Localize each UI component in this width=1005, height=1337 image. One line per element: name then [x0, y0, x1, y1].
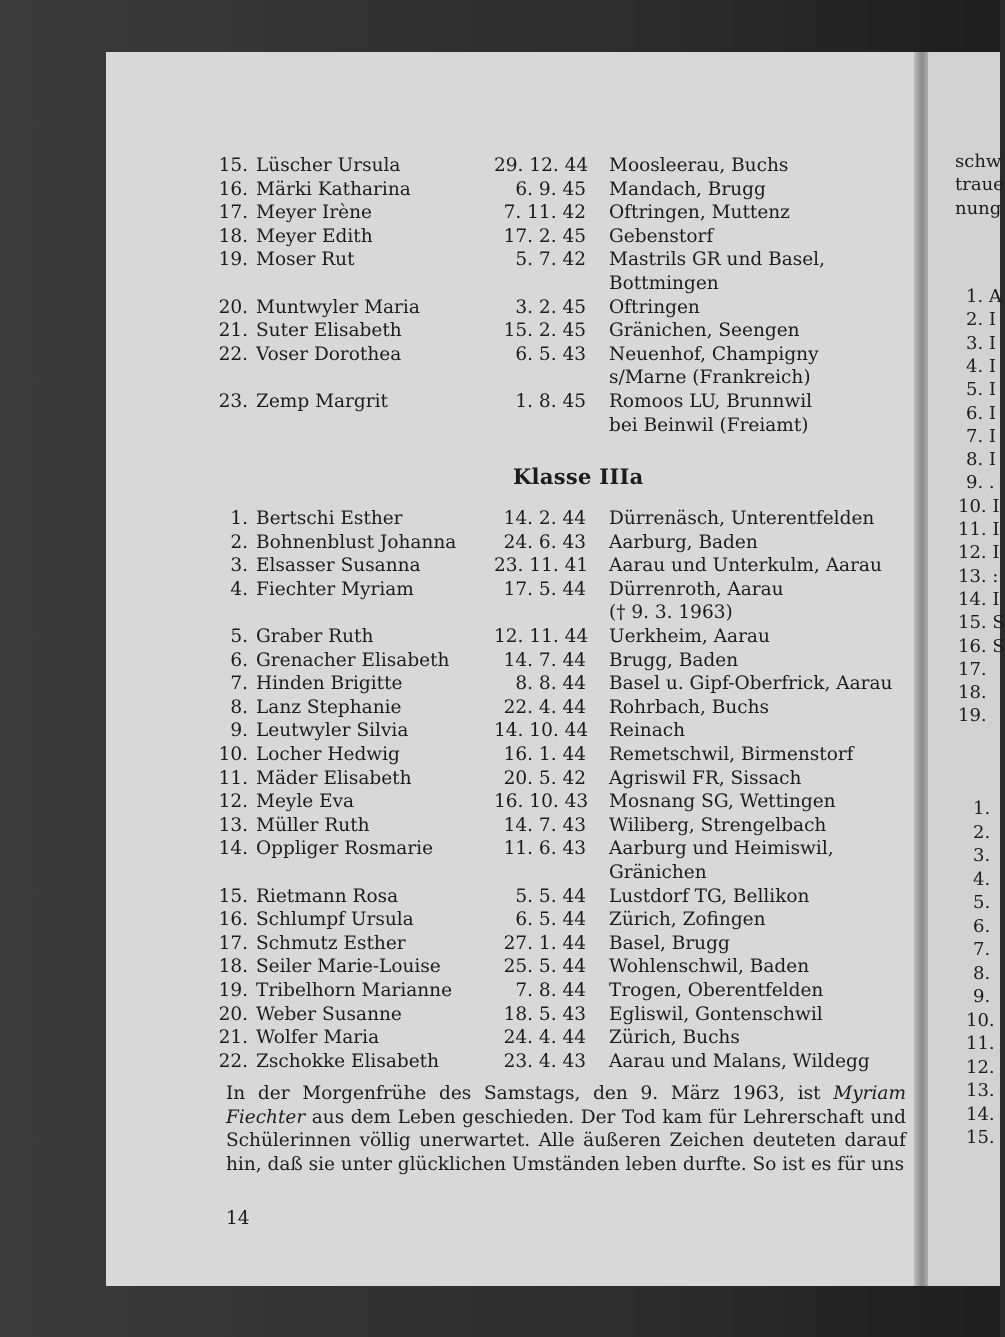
class-heading: Klasse IIIa: [513, 464, 644, 489]
place-of-origin: Dürrenroth, Aarau: [609, 578, 784, 600]
birth-date: 29. 12. 44: [494, 155, 589, 176]
table-row: [216, 719, 896, 743]
place-of-origin: Moosleerau, Buchs: [609, 155, 789, 176]
row-number: 7.: [230, 673, 248, 695]
row-number: 14.: [218, 838, 248, 860]
birth-date: 17. 5. 44: [503, 578, 586, 600]
row-number: 13.: [218, 814, 248, 836]
right-page-list-item: 7.: [973, 939, 991, 960]
right-page-list-item: 1. A: [966, 286, 1002, 307]
right-page-word: traue: [955, 174, 1004, 196]
place-of-origin: Oftringen, Muttenz: [609, 202, 790, 224]
row-number: 21.: [218, 1027, 248, 1049]
place-of-origin: Basel, Brugg: [609, 932, 730, 954]
place-of-origin: Aarburg, Baden: [609, 531, 758, 553]
place-of-origin: s/Marne (Frankreich): [609, 367, 811, 389]
place-of-origin: Romoos LU, Brunnwil: [609, 391, 813, 412]
table-row: [216, 814, 896, 838]
student-name: Elsasser Susanna: [256, 555, 421, 577]
birth-date: 16. 10. 43: [494, 791, 589, 813]
row-number: 17.: [218, 202, 248, 224]
row-number: 22.: [218, 1050, 248, 1072]
right-page-list-item: 2. I: [966, 309, 997, 331]
place-of-origin: Oftringen: [609, 296, 700, 318]
student-name: Oppliger Rosmarie: [256, 838, 434, 860]
table-row: [216, 790, 896, 814]
row-number: 22.: [218, 343, 248, 365]
birth-date: 23. 11. 41: [494, 555, 589, 577]
birth-date: 16. 1. 44: [503, 744, 586, 765]
place-of-origin: Brugg, Baden: [609, 649, 739, 671]
table-row: [216, 672, 896, 696]
student-name: Tribelhorn Marianne: [256, 980, 453, 1001]
place-of-origin: Wohlenschwil, Baden: [609, 956, 810, 978]
table-row: [216, 1050, 896, 1074]
table-row: [216, 390, 896, 437]
student-name: Voser Dorothea: [256, 343, 402, 365]
place-of-origin: Reinach: [609, 720, 686, 742]
birth-date: 14. 2. 44: [503, 508, 586, 529]
birth-date: 6. 9. 45: [515, 178, 586, 200]
student-name: Grenacher Elisabeth: [256, 649, 450, 671]
place-of-origin: Gränichen: [609, 861, 707, 883]
place-of-origin: Mastrils GR und Basel,: [609, 249, 825, 271]
table-row: [216, 343, 896, 390]
right-page-list-item: 11.: [966, 1033, 995, 1054]
table-row: [216, 248, 896, 295]
table-row: [216, 554, 896, 578]
birth-date: 12. 11. 44: [494, 626, 589, 647]
row-number: 20.: [218, 1003, 248, 1025]
place-of-origin: Lustdorf TG, Bellikon: [609, 885, 810, 907]
place-of-origin: Remetschwil, Birmenstorf: [609, 744, 854, 765]
right-page-list-item: 6.: [973, 915, 991, 937]
birth-date: 7. 11. 42: [503, 202, 586, 224]
right-page-list-item: 11. I: [958, 519, 1000, 540]
right-page-list-item: 5.: [973, 892, 991, 913]
table-row: [216, 201, 896, 225]
row-number: 23.: [218, 391, 248, 412]
right-page-list-item: 17.: [958, 658, 987, 680]
right-page-list-item: 4.: [973, 868, 991, 890]
place-of-origin: Wiliberg, Strengelbach: [609, 814, 827, 836]
right-page-list-item: 19.: [958, 705, 987, 727]
student-name: Zemp Margrit: [256, 391, 388, 412]
place-of-origin: Neuenhof, Champigny: [609, 343, 819, 365]
student-name: Müller Ruth: [256, 814, 370, 836]
birth-date: 25. 5. 44: [503, 956, 586, 978]
birth-date: 14. 10. 44: [494, 720, 589, 742]
row-number: 12.: [218, 791, 248, 813]
right-page-list-item: 5. I: [966, 379, 997, 401]
student-name: Schlumpf Ursula: [256, 909, 414, 931]
right-page-list-item: 15. S: [958, 612, 1005, 634]
table-row: [216, 908, 896, 932]
right-page-list-item: 10. I: [958, 495, 1000, 517]
birth-date: 6. 5. 43: [515, 343, 586, 365]
place-of-origin: Egliswil, Gontenschwil: [609, 1003, 823, 1025]
table-row: [216, 979, 896, 1003]
birth-date: 6. 5. 44: [515, 909, 586, 931]
student-name: Graber Ruth: [256, 626, 374, 647]
row-number: 5.: [230, 626, 248, 647]
birth-date: 11. 6. 43: [503, 838, 586, 860]
student-name: Bohnenblust Johanna: [256, 531, 457, 553]
table-row: [216, 649, 896, 673]
student-name: Weber Susanne: [256, 1003, 402, 1025]
right-page-word: schw: [955, 151, 1002, 172]
birth-date: 5. 7. 42: [515, 249, 586, 271]
table-row: [216, 319, 896, 343]
right-page-list-item: 14. I: [958, 588, 1000, 610]
student-name: Meyer Edith: [256, 225, 373, 247]
place-of-origin: Gränichen, Seengen: [609, 320, 800, 342]
row-number: 16.: [218, 909, 248, 931]
place-of-origin: Gebenstorf: [609, 225, 714, 247]
student-name: Hinden Brigitte: [256, 673, 403, 695]
row-number: 16.: [218, 178, 248, 200]
student-name: Seiler Marie-Louise: [256, 956, 441, 978]
right-page-list-item: 9. .: [966, 472, 995, 494]
right-page-list-item: 12. I: [958, 542, 1000, 564]
place-of-origin: Aarburg und Heimiswil,: [609, 838, 834, 860]
right-page-list-item: 8.: [973, 962, 991, 984]
right-page-list-item: 13.: [966, 1080, 995, 1101]
table-row: [216, 955, 896, 979]
birth-date: 7. 8. 44: [515, 980, 586, 1001]
table-row: [216, 507, 896, 531]
place-of-origin: Uerkheim, Aarau: [609, 626, 770, 647]
student-name: Lüscher Ursula: [256, 155, 401, 176]
row-number: 18.: [218, 956, 248, 978]
row-number: 8.: [230, 696, 248, 718]
row-number: 11.: [218, 767, 248, 789]
right-page-list-item: 14.: [966, 1103, 995, 1125]
birth-date: 22. 4. 44: [503, 696, 586, 718]
birth-date: 15. 2. 45: [503, 320, 586, 342]
place-of-origin: Zürich, Buchs: [609, 1027, 740, 1049]
student-name: Schmutz Esther: [256, 932, 406, 954]
student-name: Märki Katharina: [256, 178, 411, 200]
birth-date: 3. 2. 45: [515, 296, 586, 318]
table-row: [216, 837, 896, 884]
table-row: [216, 531, 896, 555]
right-page-list-item: 8. I: [966, 449, 997, 471]
birth-date: 24. 4. 44: [503, 1027, 586, 1049]
place-of-origin: Mandach, Brugg: [609, 178, 766, 200]
birth-date: 18. 5. 43: [503, 1003, 586, 1025]
memorial-paragraph: [226, 1082, 906, 1176]
right-page-list-item: 3.: [973, 845, 991, 866]
birth-date: 23. 4. 43: [503, 1050, 586, 1072]
paragraph-text-start: In der Morgenfrühe des Samstags, den 9. März 1963, ist: [226, 1083, 834, 1104]
place-of-origin: Rohrbach, Buchs: [609, 696, 770, 718]
birth-date: 24. 6. 43: [503, 531, 586, 553]
right-page-list-item: 9.: [973, 986, 991, 1007]
place-of-origin: Bottmingen: [609, 272, 719, 294]
paragraph-text-end: aus dem Leben geschieden. Der Tod kam für Lehrerschaft und Schülerinnen völlig unerwartet. Alle äußeren Zeichen deuteten darauf hin, daß sie unter glücklichen Umständen leben durfte. So ist es für uns: [226, 1106, 906, 1175]
table-row: [216, 225, 896, 249]
right-page-list-item: 7. I: [966, 425, 997, 447]
right-page-list-item: 13. :: [958, 565, 999, 587]
birth-date: 8. 8. 44: [515, 673, 586, 695]
student-name: Suter Elisabeth: [256, 320, 402, 342]
student-name: Moser Rut: [256, 249, 355, 271]
row-number: 2.: [230, 531, 248, 553]
right-page-list-item: 6. I: [966, 402, 997, 424]
student-name: Muntwyler Maria: [256, 296, 420, 318]
birth-date: 14. 7. 43: [503, 814, 586, 836]
row-number: 19.: [218, 249, 248, 271]
place-of-origin: Aarau und Malans, Wildegg: [609, 1050, 870, 1072]
row-number: 4.: [230, 578, 248, 600]
table-row: [216, 932, 896, 956]
right-page-list-item: 2.: [973, 821, 991, 843]
place-of-origin: Basel u. Gipf-Oberfrick, Aarau: [609, 673, 893, 695]
student-name: Wolfer Maria: [256, 1027, 380, 1049]
table-row: [216, 1003, 896, 1027]
student-name: Bertschi Esther: [256, 508, 403, 529]
birth-date: 1. 8. 45: [515, 391, 586, 412]
right-page-list-item: 4. I: [966, 355, 997, 377]
place-of-origin: Zürich, Zofingen: [609, 909, 766, 931]
right-page-list-item: 12.: [966, 1056, 995, 1078]
right-page-list-item: 1.: [973, 798, 991, 819]
table-row: [216, 743, 896, 767]
place-of-origin: († 9. 3. 1963): [609, 602, 733, 624]
row-number: 3.: [230, 555, 248, 577]
paragraph-name-emphasis: Myriam Fiechter: [226, 1083, 906, 1128]
student-name: Leutwyler Silvia: [256, 720, 409, 742]
place-of-origin: Dürrenäsch, Unterentfelden: [609, 508, 875, 529]
row-number: 6.: [230, 649, 248, 671]
row-number: 17.: [218, 932, 248, 954]
student-name: Locher Hedwig: [256, 744, 400, 765]
table-row: [216, 767, 896, 791]
student-name: Meyle Eva: [256, 791, 355, 813]
birth-date: 20. 5. 42: [503, 767, 586, 789]
table-row: [216, 578, 896, 625]
table-row: [216, 178, 896, 202]
table-row: [216, 296, 896, 320]
birth-date: 5. 5. 44: [515, 885, 586, 907]
student-name: Mäder Elisabeth: [256, 767, 412, 789]
page-number: 14: [226, 1208, 250, 1229]
student-name: Rietmann Rosa: [256, 885, 399, 907]
student-name: Meyer Irène: [256, 202, 372, 224]
table-row: [216, 625, 896, 649]
birth-date: 27. 1. 44: [503, 932, 586, 954]
right-page-list-item: 10.: [966, 1009, 995, 1031]
row-number: 21.: [218, 320, 248, 342]
place-of-origin: Agriswil FR, Sissach: [609, 767, 802, 789]
row-number: 19.: [218, 980, 248, 1001]
row-number: 15.: [218, 155, 248, 176]
place-of-origin: bei Beinwil (Freiamt): [609, 414, 809, 436]
table-row: [216, 1026, 896, 1050]
student-name: Fiechter Myriam: [256, 578, 414, 600]
right-page-list-item: 3. I: [966, 332, 997, 354]
right-page-list-item: 15.: [966, 1127, 995, 1148]
right-page-list-item: 18.: [958, 682, 987, 704]
table-row: [216, 154, 896, 178]
right-page-list-item: 16. S: [958, 635, 1005, 657]
student-name: Lanz Stephanie: [256, 696, 402, 718]
row-number: 18.: [218, 225, 248, 247]
row-number: 10.: [218, 744, 248, 765]
row-number: 15.: [218, 885, 248, 907]
place-of-origin: Aarau und Unterkulm, Aarau: [609, 555, 882, 577]
table-row: [216, 696, 896, 720]
right-page-word: nung: [955, 197, 1002, 219]
birth-date: 17. 2. 45: [503, 225, 586, 247]
row-number: 9.: [230, 720, 248, 742]
place-of-origin: Mosnang SG, Wettingen: [609, 791, 836, 813]
table-row: [216, 885, 896, 909]
place-of-origin: Trogen, Oberentfelden: [609, 980, 824, 1001]
student-name: Zschokke Elisabeth: [256, 1050, 440, 1072]
row-number: 20.: [218, 296, 248, 318]
row-number: 1.: [230, 508, 248, 529]
birth-date: 14. 7. 44: [503, 649, 586, 671]
